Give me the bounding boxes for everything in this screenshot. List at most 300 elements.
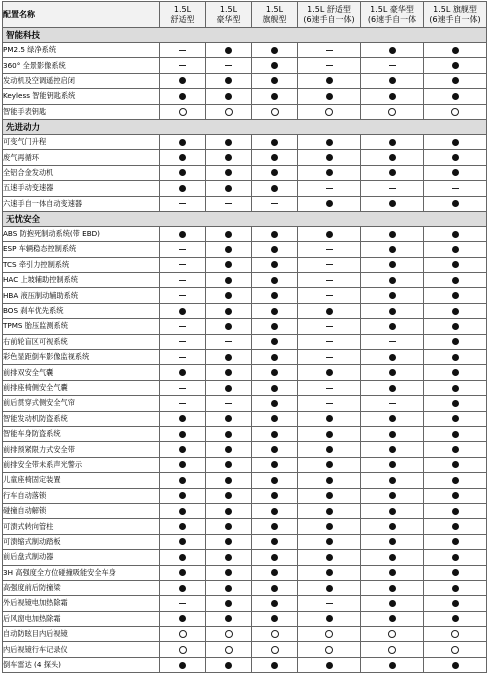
filled-circle-icon [389,615,396,622]
table-row [3,350,487,365]
feature-value-cell [160,611,206,626]
feature-value-cell [298,473,361,488]
filled-circle-icon [179,569,186,576]
variant-engine: 1.5L 豪华型 [370,4,414,14]
filled-circle-icon [389,508,396,515]
feature-value-cell [206,473,252,488]
filled-circle-icon [389,200,396,207]
filled-circle-icon [452,523,459,530]
feature-value-cell [206,134,252,149]
feature-value-cell [160,442,206,457]
filled-circle-icon [326,369,333,376]
feature-value-cell [298,303,361,318]
feature-value-cell [361,503,424,518]
feature-name: 360° 全景影像系统 [3,58,160,73]
feature-value-cell [424,411,487,426]
feature-value-cell [160,488,206,503]
section-title: 智能科技 [3,28,487,43]
filled-circle-icon [389,354,396,361]
filled-circle-icon [179,446,186,453]
feature-value-cell [424,319,487,334]
hollow-circle-icon [325,108,333,116]
table-row [3,534,487,549]
dash-icon [179,280,186,281]
feature-value-cell [298,134,361,149]
feature-value-cell [160,89,206,104]
feature-value-cell [361,457,424,472]
feature-name: 智能手表钥匙 [3,104,160,119]
filled-circle-icon [452,139,459,146]
filled-circle-icon [225,169,232,176]
feature-value-cell [160,503,206,518]
filled-circle-icon [179,231,186,238]
hollow-circle-icon [271,630,279,638]
spec-table-body [3,28,487,673]
feature-value-cell [206,596,252,611]
filled-circle-icon [179,77,186,84]
section-row [3,119,487,134]
feature-value-cell [298,380,361,395]
feature-name: 可溃缩式制动踏板 [3,534,160,549]
feature-value-cell [252,534,298,549]
feature-name: 智能车身防盗系统 [3,426,160,441]
variant-header-4 [298,2,361,28]
dash-icon [326,403,333,404]
feature-value-cell [160,627,206,642]
filled-circle-icon [271,139,278,146]
feature-value-cell [424,104,487,119]
feature-value-cell [252,627,298,642]
feature-value-cell [424,89,487,104]
dash-icon [326,326,333,327]
feature-value-cell [252,396,298,411]
feature-value-cell [298,89,361,104]
dash-icon [179,249,186,250]
filled-circle-icon [326,415,333,422]
filled-circle-icon [179,662,186,669]
filled-circle-icon [452,93,459,100]
filled-circle-icon [225,431,232,438]
feature-value-cell [298,334,361,349]
filled-circle-icon [271,385,278,392]
dash-icon [179,603,186,604]
filled-circle-icon [271,231,278,238]
dash-icon [389,341,396,342]
dash-icon [389,65,396,66]
feature-value-cell [361,642,424,657]
feature-value-cell [160,457,206,472]
filled-circle-icon [225,185,232,192]
filled-circle-icon [179,169,186,176]
filled-circle-icon [452,600,459,607]
feature-value-cell [361,273,424,288]
feature-value-cell [298,242,361,257]
feature-value-cell [252,58,298,73]
feature-value-cell [298,550,361,565]
feature-value-cell [361,242,424,257]
variant-header-2 [206,2,252,28]
variant-trim: 舒适型 [170,14,195,24]
variant-engine: 1.5L 舒适型 [307,4,351,14]
feature-value-cell [160,319,206,334]
dash-icon [225,403,232,404]
feature-value-cell [298,627,361,642]
feature-value-cell [206,242,252,257]
feature-value-cell [298,488,361,503]
dash-icon [326,50,333,51]
filled-circle-icon [452,354,459,361]
filled-circle-icon [179,523,186,530]
dash-icon [179,295,186,296]
filled-circle-icon [271,62,278,69]
filled-circle-icon [225,323,232,330]
filled-circle-icon [225,277,232,284]
filled-circle-icon [389,569,396,576]
filled-circle-icon [452,585,459,592]
feature-value-cell [424,442,487,457]
variant-engine: 1.5L [265,4,284,14]
dash-icon [179,65,186,66]
feature-value-cell [298,104,361,119]
filled-circle-icon [271,523,278,530]
table-row [3,89,487,104]
feature-value-cell [361,43,424,58]
feature-value-cell [298,411,361,426]
feature-value-cell [361,611,424,626]
filled-circle-icon [389,415,396,422]
feature-value-cell [206,534,252,549]
filled-circle-icon [225,93,232,100]
filled-circle-icon [326,523,333,530]
feature-value-cell [298,150,361,165]
hollow-circle-icon [271,646,279,654]
feature-value-cell [424,350,487,365]
feature-value-cell [424,257,487,272]
feature-value-cell [160,273,206,288]
feature-value-cell [298,257,361,272]
table-row [3,627,487,642]
variant-engine: 1.5L [219,4,238,14]
filled-circle-icon [225,554,232,561]
filled-circle-icon [452,47,459,54]
filled-circle-icon [271,47,278,54]
filled-circle-icon [452,308,459,315]
table-row [3,73,487,88]
feature-name: 可变气门升程 [3,134,160,149]
feature-value-cell [424,242,487,257]
filled-circle-icon [452,477,459,484]
feature-name: 五速手动变速器 [3,181,160,196]
dash-icon [326,357,333,358]
filled-circle-icon [389,662,396,669]
feature-value-cell [298,519,361,534]
feature-value-cell [160,288,206,303]
feature-value-cell [206,319,252,334]
dash-icon [326,264,333,265]
feature-value-cell [206,396,252,411]
feature-value-cell [252,273,298,288]
filled-circle-icon [389,477,396,484]
feature-name: Keyless 智能钥匙系统 [3,89,160,104]
dash-icon [179,203,186,204]
table-row [3,257,487,272]
dash-icon [326,65,333,66]
feature-value-cell [252,611,298,626]
filled-circle-icon [179,139,186,146]
dash-icon [179,357,186,358]
filled-circle-icon [179,554,186,561]
feature-value-cell [361,288,424,303]
feature-value-cell [206,288,252,303]
feature-value-cell [252,319,298,334]
filled-circle-icon [179,477,186,484]
filled-circle-icon [225,600,232,607]
filled-circle-icon [326,154,333,161]
feature-value-cell [206,350,252,365]
hollow-circle-icon [271,108,279,116]
feature-value-cell [160,181,206,196]
feature-value-cell [424,196,487,211]
config-name-header: 配置名称 [3,2,160,28]
hollow-circle-icon [325,646,333,654]
feature-name: HBA 液压制动辅助系统 [3,288,160,303]
feature-value-cell [160,642,206,657]
filled-circle-icon [389,169,396,176]
filled-circle-icon [225,261,232,268]
feature-value-cell [160,150,206,165]
feature-value-cell [361,58,424,73]
feature-value-cell [252,334,298,349]
variant-header-1 [160,2,206,28]
feature-value-cell [160,196,206,211]
filled-circle-icon [326,538,333,545]
filled-circle-icon [271,323,278,330]
feature-value-cell [206,303,252,318]
feature-value-cell [252,89,298,104]
feature-value-cell [361,580,424,595]
feature-value-cell [424,288,487,303]
feature-value-cell [298,611,361,626]
filled-circle-icon [179,508,186,515]
hollow-circle-icon [388,630,396,638]
filled-circle-icon [452,446,459,453]
filled-circle-icon [389,93,396,100]
filled-circle-icon [452,292,459,299]
filled-circle-icon [225,446,232,453]
table-row [3,519,487,534]
feature-value-cell [361,411,424,426]
filled-circle-icon [271,338,278,345]
table-row [3,181,487,196]
feature-value-cell [206,442,252,457]
filled-circle-icon [225,477,232,484]
filled-circle-icon [271,292,278,299]
feature-value-cell [206,550,252,565]
table-row [3,43,487,58]
feature-value-cell [252,550,298,565]
filled-circle-icon [452,231,459,238]
feature-value-cell [252,411,298,426]
table-row [3,196,487,211]
filled-circle-icon [225,154,232,161]
filled-circle-icon [225,585,232,592]
feature-value-cell [252,134,298,149]
filled-circle-icon [271,554,278,561]
feature-value-cell [424,273,487,288]
dash-icon [326,249,333,250]
feature-name: 前排座椅侧安全气囊 [3,380,160,395]
feature-value-cell [160,380,206,395]
feature-value-cell [252,596,298,611]
feature-value-cell [424,181,487,196]
filled-circle-icon [389,369,396,376]
filled-circle-icon [389,585,396,592]
table-row [3,226,487,241]
feature-name: 内后视镜行车记录仪 [3,642,160,657]
table-row [3,288,487,303]
feature-value-cell [298,396,361,411]
table-row [3,550,487,565]
feature-value-cell [424,134,487,149]
feature-value-cell [252,165,298,180]
feature-value-cell [206,89,252,104]
feature-value-cell [361,657,424,672]
feature-value-cell [252,181,298,196]
filled-circle-icon [452,323,459,330]
filled-circle-icon [452,492,459,499]
feature-value-cell [424,611,487,626]
feature-value-cell [206,273,252,288]
feature-value-cell [160,365,206,380]
hollow-circle-icon [451,630,459,638]
filled-circle-icon [271,446,278,453]
dash-icon [225,341,232,342]
feature-value-cell [298,43,361,58]
filled-circle-icon [271,369,278,376]
hollow-circle-icon [388,108,396,116]
feature-value-cell [206,365,252,380]
feature-value-cell [424,657,487,672]
table-row [3,303,487,318]
filled-circle-icon [326,231,333,238]
feature-value-cell [252,350,298,365]
feature-value-cell [206,627,252,642]
feature-value-cell [298,565,361,580]
section-title: 无忧安全 [3,211,487,226]
feature-value-cell [252,73,298,88]
hollow-circle-icon [179,646,187,654]
feature-name: 右前轮盲区可视系统 [3,334,160,349]
feature-name: 全铝合金发动机 [3,165,160,180]
feature-value-cell [206,73,252,88]
feature-value-cell [361,257,424,272]
feature-value-cell [298,288,361,303]
feature-value-cell [160,580,206,595]
feature-value-cell [160,534,206,549]
feature-name: 可溃式转向管柱 [3,519,160,534]
feature-value-cell [160,334,206,349]
feature-value-cell [206,642,252,657]
filled-circle-icon [271,261,278,268]
filled-circle-icon [326,508,333,515]
filled-circle-icon [389,431,396,438]
filled-circle-icon [389,323,396,330]
feature-value-cell [361,181,424,196]
feature-value-cell [206,488,252,503]
feature-value-cell [298,273,361,288]
filled-circle-icon [452,415,459,422]
feature-name: 倒车雷达 (4 探头) [3,657,160,672]
filled-circle-icon [271,508,278,515]
feature-value-cell [298,596,361,611]
hollow-circle-icon [225,646,233,654]
feature-name: ABS 防抱死制动系统(带 EBD) [3,226,160,241]
feature-name: 行车自动落锁 [3,488,160,503]
filled-circle-icon [179,93,186,100]
filled-circle-icon [225,523,232,530]
feature-value-cell [361,396,424,411]
filled-circle-icon [179,585,186,592]
table-row [3,596,487,611]
filled-circle-icon [452,277,459,284]
filled-circle-icon [326,308,333,315]
filled-circle-icon [389,47,396,54]
table-row [3,442,487,457]
filled-circle-icon [271,154,278,161]
dash-icon [326,388,333,389]
filled-circle-icon [179,431,186,438]
filled-circle-icon [326,93,333,100]
filled-circle-icon [225,508,232,515]
filled-circle-icon [271,538,278,545]
table-row [3,319,487,334]
feature-value-cell [424,488,487,503]
filled-circle-icon [225,292,232,299]
hollow-circle-icon [179,630,187,638]
feature-value-cell [252,196,298,211]
feature-value-cell [252,519,298,534]
feature-value-cell [361,334,424,349]
feature-value-cell [361,519,424,534]
table-row [3,411,487,426]
dash-icon [326,341,333,342]
feature-value-cell [361,73,424,88]
table-row [3,657,487,672]
filled-circle-icon [225,385,232,392]
table-row [3,104,487,119]
table-row [3,242,487,257]
filled-circle-icon [225,492,232,499]
filled-circle-icon [389,154,396,161]
filled-circle-icon [389,292,396,299]
feature-value-cell [298,426,361,441]
feature-value-cell [206,165,252,180]
feature-value-cell [361,303,424,318]
spec-table [2,1,487,673]
feature-value-cell [160,657,206,672]
feature-value-cell [160,426,206,441]
filled-circle-icon [389,446,396,453]
feature-value-cell [298,657,361,672]
feature-value-cell [424,43,487,58]
filled-circle-icon [225,415,232,422]
hollow-circle-icon [388,646,396,654]
feature-value-cell [298,165,361,180]
feature-value-cell [160,596,206,611]
filled-circle-icon [271,400,278,407]
feature-value-cell [424,396,487,411]
table-row [3,150,487,165]
